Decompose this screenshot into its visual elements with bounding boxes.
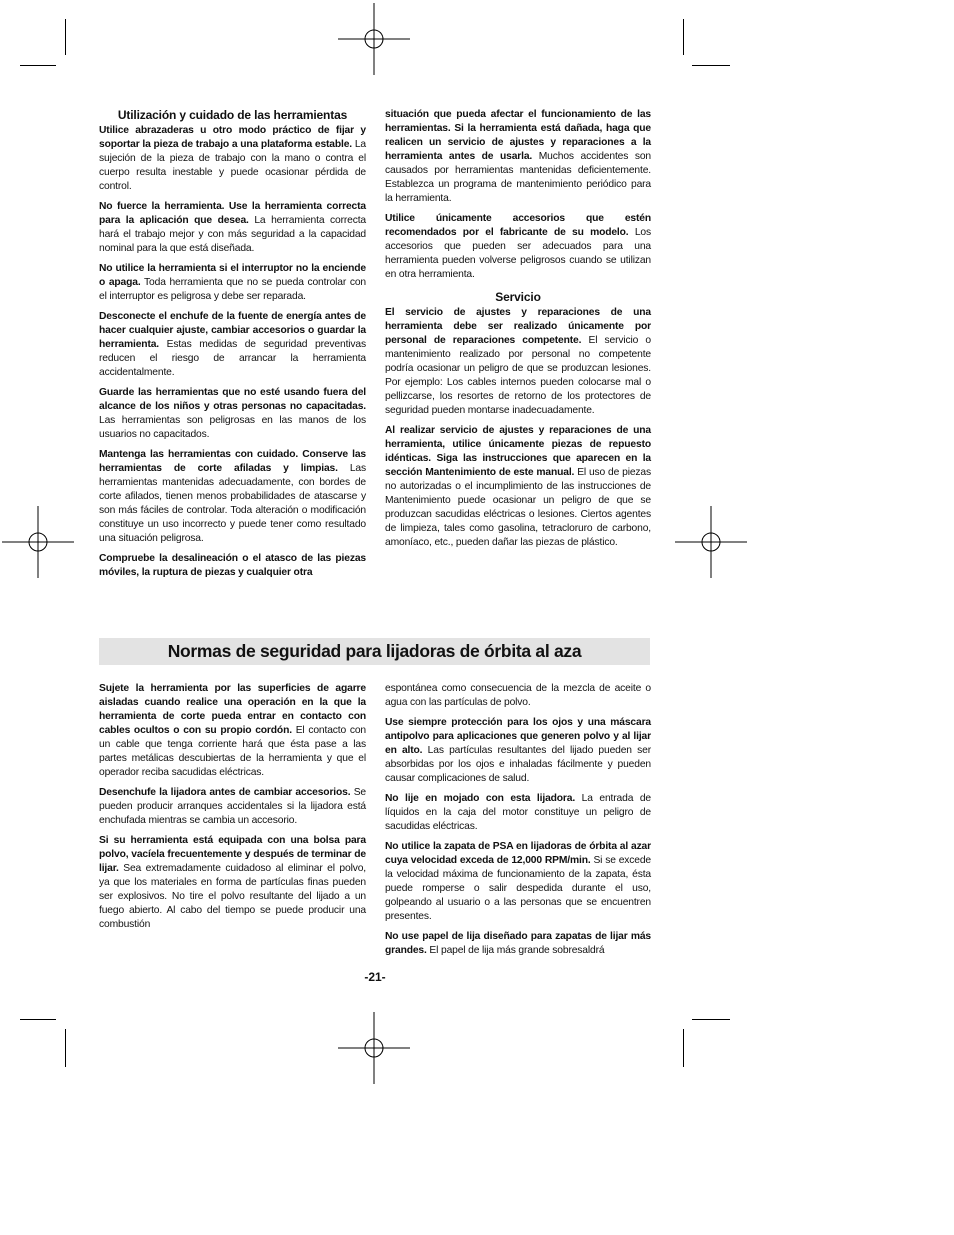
paragraph (385, 306, 651, 418)
paragraph-body: Los accesorios que pueden ser adecuados para una herramienta pueden volverse peligrosos cuando se utilizan en otra herramienta. (385, 227, 651, 280)
service-heading: Servicio (495, 290, 541, 304)
paragraph (385, 840, 651, 924)
paragraph (385, 930, 651, 958)
crop-mark (20, 65, 56, 66)
paragraph-lead: No utilice la zapata de PSA en lijadoras de órbita al azar cuya velocidad exceda de 12,000 RPM/min. (385, 841, 651, 866)
paragraph-body: Toda herramienta que no se pueda controlar con el interruptor es peligrosa y debe ser reparada. (99, 277, 366, 302)
paragraph-body: La sujeción de la pieza de trabajo con la mano o contra el cuerpo resulta inestable y puede ocasionar pérdida de control. (99, 139, 366, 192)
page-number: -21- (364, 970, 386, 984)
paragraph (385, 108, 651, 206)
paragraph-body: Se pueden producir arranques accidentales si la lijadora está enchufada mientras se cambia un accesorio. (99, 787, 366, 826)
crop-mark (692, 1019, 730, 1020)
paragraph-body: Muchos accidentes son causados por herramientas mantenidas deficientemente. Establezca un programa de mantenimiento periódico para la herramienta. (385, 151, 651, 204)
paragraph (99, 552, 366, 580)
paragraph-lead: No utilice la herramienta si el interruptor no la enciende o apaga. (99, 263, 366, 288)
bottom-left-column (99, 682, 366, 938)
crop-mark (692, 65, 730, 66)
paragraph (99, 262, 366, 304)
bottom-right-column (385, 682, 651, 964)
right-column (385, 108, 651, 556)
section-title: Normas de seguridad para lijadoras de órbita al aza (167, 641, 582, 661)
paragraph (99, 200, 366, 256)
paragraph-lead: Utilice únicamente accesorios que estén recomendados por el fabricante de su modelo. (385, 213, 651, 238)
paragraph (385, 212, 651, 282)
paragraph (99, 310, 366, 380)
paragraph-body: Estas medidas de seguridad preventivas reducen el riesgo de arrancar la herramienta accidentalmente. (99, 339, 366, 378)
paragraph-lead: situación que pueda afectar el funcionamiento de las herramientas. Si la herramienta está dañada, haga que realicen un servicio de ajustes y reparaciones a la herramienta antes de usarla. (385, 109, 651, 162)
section-heading: Utilización y cuidado de las herramientas (117, 108, 348, 122)
paragraph (99, 124, 366, 194)
paragraph-lead: Compruebe la desalineación o el atasco de las piezas móviles, la ruptura de piezas y cualquier otra (99, 553, 366, 578)
crop-mark (683, 1029, 684, 1067)
paragraph-lead: Desconecte el enchufe de la fuente de energía antes de hacer cualquier ajuste, cambiar accesorios o guardar la herramienta. (99, 311, 366, 350)
paragraph-lead: Sujete la herramienta por las superficies de agarre aisladas cuando realice una operación en la que la herramienta de corte pueda entrar en contacto con cables ocultos o con su propio cordón. (99, 683, 366, 736)
paragraph-body: Las herramientas mantenidas adecuadamente, con bordes de corte afilados, tienen menos probabilidades de atascarse y son más fáciles de controlar. Toda alteración o modificación constituye un uso incorrecto y puede tener como resultado una situación peligrosa. (99, 463, 366, 544)
paragraph-body: Sea extremadamente cuidadoso al eliminar el polvo, ya que los materiales en forma de partículas finas pueden ser explosivos. No tire el polvo resultante del lijado a un fuego abierto. Al cabo del tiempo se puede producir una combustión (99, 863, 366, 930)
paragraph-body: Si se excede la velocidad máxima de funcionamiento de la zapata, ésta puede romperse o salir despedida durante el uso, golpeando al usuario o a las personas que se encuentren presentes. (385, 855, 651, 922)
paragraph-body: La entrada de líquidos en la caja del motor constituye un peligro de sacudidas eléctricas. (385, 793, 652, 832)
paragraph (99, 786, 366, 828)
paragraph-lead: Utilice abrazaderas u otro modo práctico de fijar y soportar la pieza de trabajo a una plataforma estable. (99, 125, 366, 150)
paragraph (385, 716, 651, 786)
paragraph-body: Las herramientas son peligrosas en las manos de los usuarios no capacitados. (99, 415, 366, 440)
paragraph-body: Las partículas resultantes del lijado pueden ser absorbidas por los ojos e inhaladas fácilmente y pueden causar complicaciones de salud. (385, 745, 651, 784)
paragraph-body: El contacto con un cable que tenga corriente hará que ésta pase a las partes metálicas descubiertas de la herramienta y que el operador reciba sacudidas eléctricas. (99, 725, 367, 778)
paragraph-lead: No use papel de lija diseñado para zapatas de lijar más grandes. (385, 931, 651, 956)
paragraph-lead: Desenchufe la lijadora antes de cambiar accesorios. (99, 787, 351, 798)
paragraph (99, 834, 366, 932)
paragraph-body: El servicio o mantenimiento realizado por personal no competente podría ocasionar un peligro de que se produzcan lesiones. Por ejemplo: Los cables internos pueden colocarse mal o pellizcarse, los resortes de retorno de los protectores de seguridad pueden montarse inadecuadamente. (385, 335, 651, 416)
crop-mark (20, 1019, 56, 1020)
registration-crosshair-icon (2, 506, 74, 578)
paragraph-lead: Al realizar servicio de ajustes y reparaciones de una herramienta, utilice únicamente piezas de repuesto idénticas. Siga las instrucciones que aparecen en la sección Mantenimiento de este manual. (385, 425, 651, 478)
paragraph-body: La herramienta correcta hará el trabajo mejor y con más seguridad a la capacidad nominal para la que está diseñada. (99, 215, 366, 254)
section-banner (99, 638, 650, 665)
paragraph-lead: El servicio de ajustes y reparaciones de una herramienta debe ser realizado únicamente por personal de reparaciones competente. (385, 307, 651, 346)
paragraph-lead: Si su herramienta está equipada con una bolsa para polvo, vacíela frecuentemente y después de terminar de lijar. (99, 835, 366, 874)
paragraph-lead: Guarde las herramientas que no esté usando fuera del alcance de los niños y otras personas no capacitadas. (99, 387, 366, 412)
paragraph-body: espontánea como consecuencia de la mezcla de aceite o agua con las partículas de polvo. (385, 683, 651, 708)
paragraph-lead: No lije en mojado con esta lijadora. (385, 793, 576, 804)
registration-crosshair-icon (338, 1012, 410, 1084)
paragraph (385, 424, 651, 550)
crop-mark (65, 19, 66, 55)
paragraph-lead: No fuerce la herramienta. Use la herramienta correcta para la aplicación que desea. (99, 201, 366, 226)
paragraph-lead: Use siempre protección para los ojos y una máscara antipolvo para aplicaciones que generen polvo y al lijar en alto. (385, 717, 651, 756)
paragraph-body: El papel de lija más grande sobresaldrá (426, 945, 605, 956)
registration-crosshair-icon (675, 506, 747, 578)
paragraph (99, 386, 366, 442)
crop-mark (65, 1029, 66, 1067)
paragraph-lead: Mantenga las herramientas con cuidado. Conserve las herramientas de corte afiladas y limpias. (99, 449, 366, 474)
paragraph-body: El uso de piezas no autorizadas o el incumplimiento de las instrucciones de Mantenimiento puede ocasionar un peligro de que se produzcan sacudidas eléctricas o lesiones. Ciertos agentes de limpieza, tales como gasolina, tetracloruro de carbono, amoníaco, etc., pueden dañar las piezas de plástico. (385, 467, 651, 548)
paragraph (99, 682, 366, 780)
paragraph (385, 682, 651, 710)
paragraph (385, 792, 651, 834)
paragraph (99, 448, 366, 546)
registration-crosshair-icon (338, 3, 410, 75)
left-column (99, 108, 366, 586)
crop-mark (683, 19, 684, 55)
